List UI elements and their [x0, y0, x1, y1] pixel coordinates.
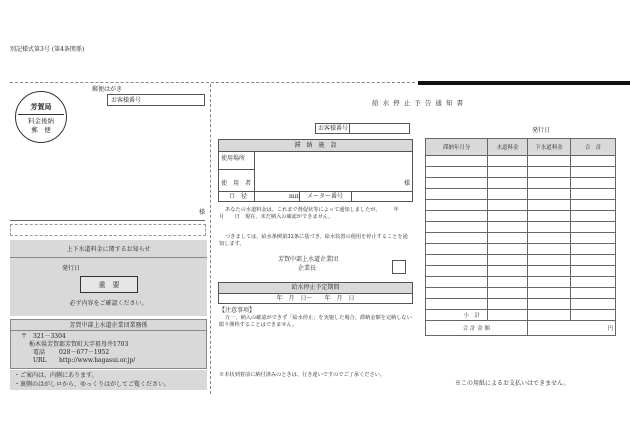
postal-mark-bottom: 郵 便 [31, 126, 51, 134]
postal-mark-middle: 料金後納 [28, 117, 54, 125]
arrears-header-row [426, 139, 616, 156]
left-sama: 様 [199, 209, 206, 216]
middle-customer-no-label: お客様番号 [318, 125, 349, 132]
body-text-2: つきましては、給水条例第32条に基づき、給水装置の使用を停止することを通知します。 [219, 234, 408, 247]
fold-line-vertical [210, 84, 211, 394]
caution-text: 万一、納入の確認ができず「給水停止」を実施した場合、滞納金額を完納しない限り開栓することはできません。 [219, 315, 412, 328]
seal-box [392, 260, 406, 274]
cell-month [426, 200, 488, 211]
col-month: 滞納年月分 [426, 139, 488, 156]
caution-heading: 【注意事項】 [219, 307, 256, 314]
cell-sewer [527, 288, 570, 299]
cell-month [426, 211, 488, 222]
org-head: 企業長 [298, 265, 317, 272]
notice-block [10, 240, 207, 316]
cell-total [571, 189, 616, 200]
cell-month [426, 299, 488, 310]
office-phone-label: 電話 [33, 349, 46, 356]
diameter-label: 口 径 [229, 193, 248, 200]
left-note-1: ・ご案内は、内側にあります。 [14, 372, 98, 379]
period-table [218, 282, 413, 304]
grand-total-row [426, 321, 616, 336]
cell-water [488, 156, 528, 167]
facility-table [218, 139, 413, 202]
cell-month [426, 244, 488, 255]
arrears-body [426, 156, 616, 310]
cell-total [571, 277, 616, 288]
subtotal-label: 小 計 [463, 313, 480, 319]
arrears-row [426, 266, 616, 277]
arrears-table [425, 138, 616, 336]
cell-month [426, 288, 488, 299]
arrears-row [426, 233, 616, 244]
cell-sewer [527, 277, 570, 288]
cell-water [488, 288, 528, 299]
right-issue-date-label: 発行日 [532, 127, 551, 134]
col-water: 水道料金 [488, 139, 528, 156]
right-footer: ※この用紙によるお支払いはできません。 [455, 380, 570, 387]
meter-label: メーター番号 [307, 193, 344, 200]
user-label: 使 用 者 [221, 180, 252, 187]
subtotal-row [426, 310, 616, 321]
cell-water [488, 167, 528, 178]
postal-mark [15, 91, 67, 143]
cell-sewer [527, 255, 570, 266]
notice-heading: 上下水道料金に関するお知らせ [66, 246, 151, 253]
cell-total [571, 222, 616, 233]
left-customer-no-box [107, 94, 205, 106]
important-label: 重 要 [98, 281, 120, 289]
period-divider [219, 293, 412, 294]
subtotal-sewer [527, 310, 570, 321]
cell-water [488, 244, 528, 255]
cell-total [571, 255, 616, 266]
cell-sewer [527, 167, 570, 178]
cell-sewer [527, 222, 570, 233]
location-label: 使用場所 [221, 155, 246, 162]
meter-divider-1 [299, 191, 300, 201]
office-url-label: URL [33, 357, 47, 364]
cell-total [571, 178, 616, 189]
notice-divider [10, 257, 207, 258]
subtotal-total [571, 310, 616, 321]
cell-sewer [527, 211, 570, 222]
cell-sewer [527, 233, 570, 244]
subtotal-water [488, 310, 528, 321]
office-address: 栃木県芳賀郡芳賀町大字祖母井1703 [29, 341, 129, 348]
cell-sewer [527, 189, 570, 200]
office-postal: 〒 321－3304 [21, 333, 66, 340]
cell-total [571, 244, 616, 255]
middle-footer: ※本状到着前に納付済みのときは、行き違いですのでご了承ください。 [219, 372, 386, 378]
cell-total [571, 299, 616, 310]
cell-total [571, 266, 616, 277]
cell-water [488, 255, 528, 266]
cell-total [571, 211, 616, 222]
cell-total [571, 156, 616, 167]
fold-line-top [10, 82, 415, 83]
left-notes [10, 370, 207, 390]
facility-divider-3 [219, 191, 412, 192]
cell-total [571, 200, 616, 211]
postal-mark-top: 芳賀局 [30, 102, 52, 111]
cell-total [571, 288, 616, 299]
arrears-row [426, 200, 616, 211]
arrears-row [426, 156, 616, 167]
cell-month [426, 167, 488, 178]
meter-divider-2 [351, 191, 352, 201]
office-phone: 028－677－1952 [59, 349, 110, 356]
arrears-row [426, 288, 616, 299]
cell-total [571, 233, 616, 244]
arrears-row [426, 277, 616, 288]
cell-sewer [527, 244, 570, 255]
facility-heading: 滞 納 施 設 [219, 140, 412, 151]
cell-water [488, 233, 528, 244]
mm-label: mm [289, 193, 301, 200]
left-customer-no-label: お客様番号 [111, 97, 142, 104]
notice-title: 給 水 停 止 予 告 通 知 書 [372, 99, 465, 107]
grand-total-yen: 円 [527, 321, 615, 336]
col-total: 合 計 [571, 139, 616, 156]
cell-sewer [527, 266, 570, 277]
middle-customer-no-box [315, 123, 410, 134]
facility-divider-1 [219, 151, 412, 152]
cell-month [426, 178, 488, 189]
facility-divider-2 [219, 169, 254, 170]
office-block [10, 319, 207, 369]
col-sewer: 下水道料金 [527, 139, 570, 156]
peel-strip [418, 81, 630, 85]
left-note-2: ・裏側のはがしロから、ゆっくりはがしてご覧ください。 [14, 381, 170, 388]
cell-water [488, 277, 528, 288]
cell-water [488, 222, 528, 233]
cell-sewer [527, 299, 570, 310]
arrears-row [426, 255, 616, 266]
office-url: http://www.hagasui.or.jp/ [59, 357, 136, 364]
period-heading: 給水停止予定期間 [219, 283, 412, 293]
grand-total-label: 合 計 金 額 [426, 321, 528, 336]
cell-month [426, 233, 488, 244]
confirm-text: 必ず内容をご確認ください。 [69, 300, 148, 307]
cell-water [488, 211, 528, 222]
cell-month [426, 156, 488, 167]
cell-month [426, 277, 488, 288]
cell-water [488, 266, 528, 277]
middle-customer-no-divider [349, 124, 350, 133]
cell-sewer [527, 156, 570, 167]
left-issue-date-label: 発行日 [62, 265, 81, 272]
cell-total [571, 167, 616, 178]
address-line [10, 220, 205, 221]
cell-water [488, 178, 528, 189]
office-divider [11, 330, 206, 331]
cell-water [488, 299, 528, 310]
subtotal-label-cell [426, 310, 488, 321]
arrears-row [426, 244, 616, 255]
org-name: 芳賀中部上水道企業団 [278, 256, 339, 263]
cell-sewer [527, 200, 570, 211]
postal-mark-divider [18, 114, 64, 115]
cell-month [426, 255, 488, 266]
body-text-1: あなたの水道料金は、これまで督促状等によって通知しましたが、 年 月 日 現在、未だ納入の確認ができません。 [219, 207, 410, 220]
cell-month [426, 222, 488, 233]
cell-month [426, 266, 488, 277]
office-title: 芳賀中部上水道企業団業務係 [69, 322, 148, 329]
arrears-row [426, 222, 616, 233]
important-box [80, 276, 138, 293]
cell-month [426, 189, 488, 200]
facility-vdivider [254, 151, 255, 191]
postcard-label: 郵便はがき [92, 86, 123, 93]
form-title: 別記様式第3号 (第4条関係) [10, 46, 85, 53]
address-dashed-box [10, 224, 206, 236]
period-text: 年 月 日～ 年 月 日 [276, 295, 355, 302]
cell-sewer [527, 178, 570, 189]
middle-sama: 様 [404, 180, 411, 187]
arrears-row [426, 211, 616, 222]
arrears-row [426, 167, 616, 178]
cell-water [488, 200, 528, 211]
cell-water [488, 189, 528, 200]
diameter-divider [254, 191, 255, 201]
arrears-row [426, 189, 616, 200]
arrears-row [426, 178, 616, 189]
arrears-row [426, 299, 616, 310]
